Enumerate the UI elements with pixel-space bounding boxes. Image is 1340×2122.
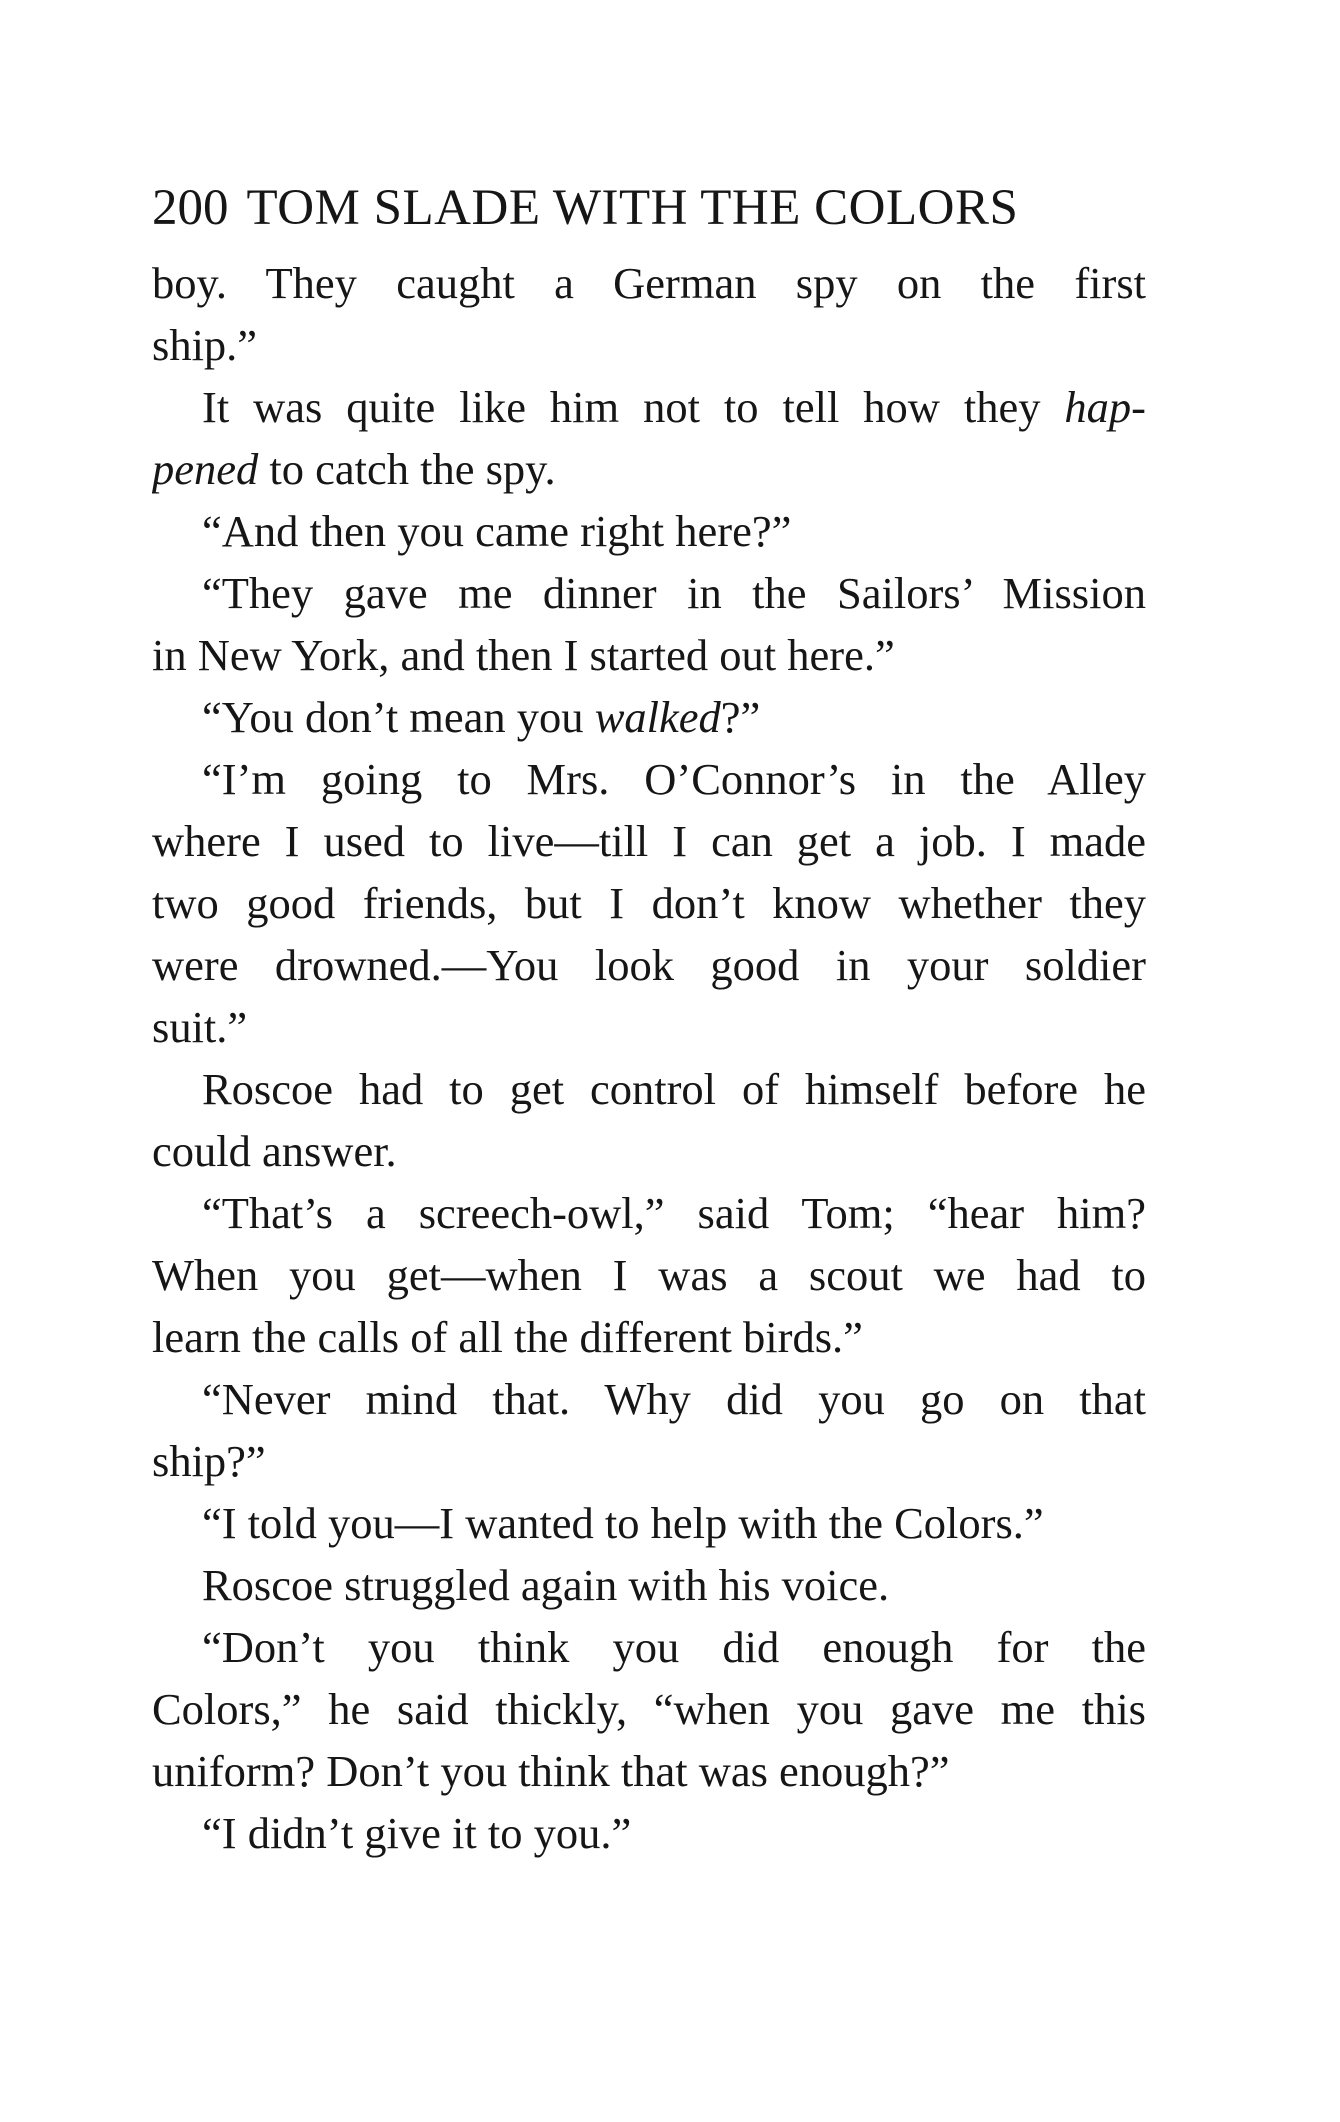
text-line: “Never mind that. Why did you go on that: [202, 1374, 1146, 1424]
italic-word: walked: [594, 692, 721, 742]
text-line: “Don’t you think you did enough for the: [202, 1622, 1146, 1672]
text-line: where I used to live—till I can get a job. I made: [152, 816, 1146, 866]
text-line: boy. They caught a German spy on the first: [152, 258, 1146, 308]
page-number: 200: [152, 180, 229, 236]
text-line: Colors,” he said thickly, “when you gave me this: [152, 1684, 1146, 1734]
text-line: “And then you came right here?”: [202, 506, 792, 556]
text-line: uniform? Don’t you think that was enough?”: [152, 1746, 950, 1796]
italic-word: hap-: [1064, 382, 1146, 432]
running-header: [152, 172, 1152, 244]
text-line: pened to catch the spy.: [152, 444, 556, 494]
italic-word: pened: [152, 444, 259, 494]
text-line: ship.”: [152, 320, 258, 370]
page-body-text: [152, 252, 1146, 1864]
text-line: ship?”: [152, 1436, 266, 1486]
text-line: When you get—when I was a scout we had to: [152, 1250, 1146, 1300]
text-line: “I didn’t give it to you.”: [202, 1808, 632, 1858]
text-line: in New York, and then I started out here.”: [152, 630, 895, 680]
text-line: “You don’t mean you walked?”: [202, 692, 761, 742]
text-line: learn the calls of all the different birds.”: [152, 1312, 863, 1362]
text-line: could answer.: [152, 1126, 397, 1176]
text-line: “They gave me dinner in the Sailors’ Mission: [202, 568, 1146, 618]
text-line: two good friends, but I don’t know whether they: [152, 878, 1146, 928]
text-line: Roscoe struggled again with his voice.: [202, 1560, 890, 1610]
text-line: “I told you—I wanted to help with the Colors.”: [202, 1498, 1044, 1548]
text-line: “That’s a screech-owl,” said Tom; “hear him?: [202, 1188, 1146, 1238]
text-line: were drowned.—You look good in your soldier: [152, 940, 1146, 990]
running-title: TOM SLADE WITH THE COLORS: [246, 180, 1019, 236]
text-line: Roscoe had to get control of himself before he: [202, 1064, 1146, 1114]
text-line: “I’m going to Mrs. O’Connor’s in the Alley: [202, 754, 1146, 804]
text-line: suit.”: [152, 1002, 248, 1052]
text-line: It was quite like him not to tell how they hap-: [202, 382, 1146, 432]
